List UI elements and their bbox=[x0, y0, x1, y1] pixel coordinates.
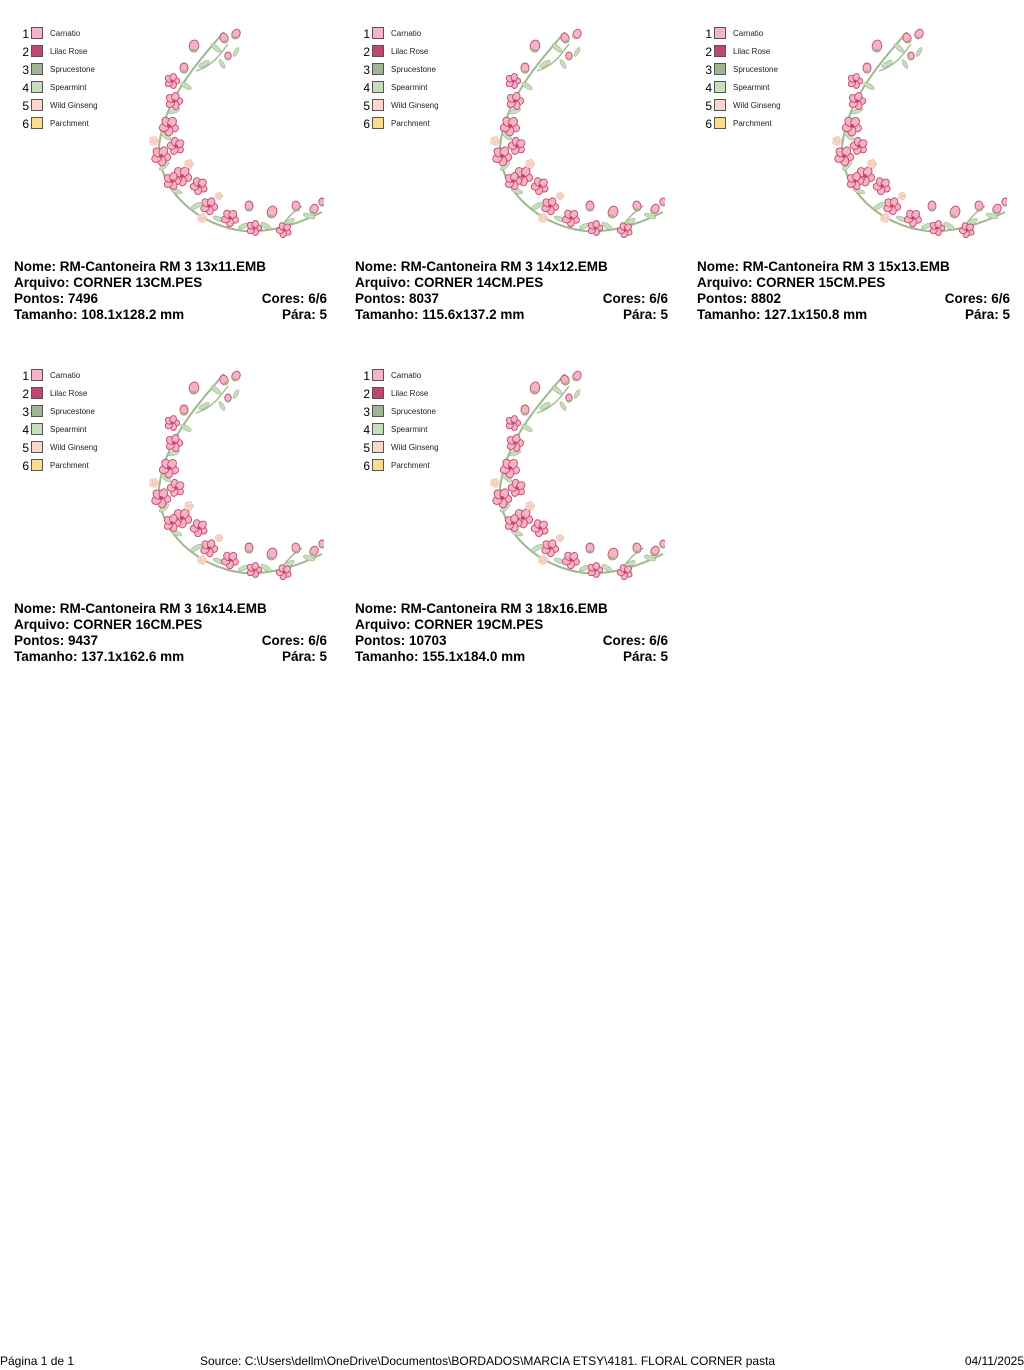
bud-motif bbox=[180, 63, 188, 73]
flower-motif bbox=[587, 562, 603, 579]
color-swatch bbox=[372, 459, 384, 471]
color-count: Cores: 6/6 bbox=[944, 291, 1010, 306]
design-file: Arquivo: CORNER 15CM.PES bbox=[697, 275, 886, 290]
blossom-motif bbox=[833, 136, 842, 145]
legend-number: 5 bbox=[22, 99, 29, 113]
leaf-motif bbox=[893, 42, 905, 53]
thread-name: Sprucestone bbox=[391, 65, 436, 74]
thread-name: Carnatio bbox=[50, 29, 81, 38]
thread-name: Wild Ginseng bbox=[391, 443, 439, 452]
legend-number: 3 bbox=[705, 63, 712, 77]
legend-number: 1 bbox=[22, 27, 29, 41]
bud-motif bbox=[225, 52, 231, 60]
color-swatch bbox=[372, 441, 384, 453]
design-name: Nome: RM-Cantoneira RM 3 16x14.EMB bbox=[14, 601, 267, 616]
bud-motif bbox=[632, 200, 642, 211]
leaf-motif bbox=[915, 47, 923, 58]
flower-motif bbox=[164, 73, 180, 90]
legend-number: 1 bbox=[705, 27, 712, 41]
blossom-motif bbox=[150, 136, 159, 145]
blossom-motif bbox=[216, 534, 223, 541]
blossom-motif bbox=[881, 213, 890, 222]
bud-motif bbox=[586, 543, 594, 553]
color-swatch bbox=[372, 27, 384, 39]
color-swatch bbox=[31, 423, 43, 435]
stop-count: Pára: 5 bbox=[964, 307, 1010, 322]
bud-motif bbox=[560, 374, 571, 386]
legend-number: 2 bbox=[705, 45, 712, 59]
legend-number: 1 bbox=[363, 27, 370, 41]
thread-name: Sprucestone bbox=[733, 65, 778, 74]
bud-motif bbox=[188, 39, 200, 53]
bud-motif bbox=[928, 201, 936, 211]
thread-name: Carnatio bbox=[391, 29, 422, 38]
design-size: Tamanho: 115.6x137.2 mm bbox=[355, 307, 525, 322]
design-info bbox=[355, 259, 668, 323]
design-name: Nome: RM-Cantoneira RM 3 15x13.EMB bbox=[697, 259, 950, 274]
flower-motif bbox=[164, 415, 180, 432]
legend-number: 4 bbox=[363, 81, 370, 95]
thread-name: Lilac Rose bbox=[733, 47, 771, 56]
flower-motif bbox=[506, 92, 524, 111]
bud-motif bbox=[291, 542, 301, 553]
stitch-count: Pontos: 7496 bbox=[14, 291, 99, 306]
leaf-motif bbox=[232, 47, 240, 58]
color-swatch bbox=[31, 99, 43, 111]
bud-motif bbox=[245, 201, 253, 211]
thread-name: Spearmint bbox=[50, 425, 87, 434]
thread-name: Spearmint bbox=[391, 425, 428, 434]
flower-motif bbox=[587, 220, 603, 237]
bud-motif bbox=[219, 374, 230, 386]
bud-motif bbox=[265, 205, 278, 220]
bud-motif bbox=[188, 381, 200, 395]
leaf-motif bbox=[573, 389, 581, 400]
blossom-motif bbox=[868, 159, 877, 168]
legend-number: 3 bbox=[22, 63, 29, 77]
embroidery-design-preview bbox=[124, 368, 324, 590]
color-count: Cores: 6/6 bbox=[261, 633, 327, 648]
thread-name: Lilac Rose bbox=[391, 47, 429, 56]
blossom-motif bbox=[539, 213, 548, 222]
thread-name: Sprucestone bbox=[50, 65, 95, 74]
stitch-count: Pontos: 9437 bbox=[14, 633, 99, 648]
bud-motif bbox=[529, 39, 541, 53]
flower-motif bbox=[246, 562, 262, 579]
thread-name: Carnatio bbox=[391, 371, 422, 380]
blossom-motif bbox=[557, 534, 564, 541]
legend-number: 6 bbox=[22, 117, 29, 131]
color-swatch bbox=[372, 81, 384, 93]
thread-name: Parchment bbox=[733, 119, 772, 128]
legend-number: 1 bbox=[363, 369, 370, 383]
legend-number: 6 bbox=[705, 117, 712, 131]
thread-name: Lilac Rose bbox=[50, 389, 88, 398]
color-swatch bbox=[714, 45, 726, 57]
embroidery-design-preview bbox=[465, 26, 665, 248]
color-swatch bbox=[372, 423, 384, 435]
color-count: Cores: 6/6 bbox=[261, 291, 327, 306]
thread-name: Parchment bbox=[50, 119, 89, 128]
color-swatch bbox=[31, 369, 43, 381]
blossom-motif bbox=[491, 478, 500, 487]
color-swatch bbox=[372, 45, 384, 57]
leaf-motif bbox=[901, 59, 909, 70]
bud-motif bbox=[230, 28, 242, 41]
thread-name: Sprucestone bbox=[391, 407, 436, 416]
legend-number: 5 bbox=[363, 441, 370, 455]
thread-name: Carnatio bbox=[733, 29, 764, 38]
leaf-motif bbox=[573, 47, 581, 58]
blossom-motif bbox=[185, 501, 194, 510]
leaf-motif bbox=[559, 401, 567, 412]
flower-motif bbox=[506, 434, 524, 453]
flower-motif bbox=[847, 73, 863, 90]
bud-motif bbox=[571, 28, 583, 41]
blossom-motif bbox=[491, 136, 500, 145]
bud-motif bbox=[948, 205, 961, 220]
leaf-motif bbox=[232, 389, 240, 400]
legend-number: 3 bbox=[22, 405, 29, 419]
thread-name: Wild Ginseng bbox=[50, 101, 98, 110]
design-name: Nome: RM-Cantoneira RM 3 13x11.EMB bbox=[14, 259, 267, 274]
flower-motif bbox=[848, 92, 866, 111]
color-count: Cores: 6/6 bbox=[602, 291, 668, 306]
color-swatch bbox=[31, 45, 43, 57]
legend-number: 3 bbox=[363, 63, 370, 77]
bud-motif bbox=[219, 32, 230, 44]
bud-motif bbox=[265, 547, 278, 562]
design-card bbox=[355, 368, 673, 678]
embroidery-design-preview bbox=[465, 368, 665, 590]
source-path: Source: C:\Users\dellm\OneDrive\Documentos\BORDADOS\MARCIA ETSY\4181. FLORAL CORNER pasta bbox=[200, 1354, 776, 1368]
color-swatch bbox=[714, 63, 726, 75]
blossom-motif bbox=[539, 555, 548, 564]
design-size: Tamanho: 108.1x128.2 mm bbox=[14, 307, 185, 322]
flower-motif bbox=[246, 220, 262, 237]
bud-motif bbox=[902, 32, 913, 44]
flower-motif bbox=[505, 73, 521, 90]
bud-motif bbox=[319, 540, 324, 548]
bud-motif bbox=[606, 547, 619, 562]
stitch-count: Pontos: 8037 bbox=[355, 291, 440, 306]
leaf-motif bbox=[218, 59, 226, 70]
thread-name: Sprucestone bbox=[50, 407, 95, 416]
bud-motif bbox=[863, 63, 871, 73]
legend-number: 5 bbox=[363, 99, 370, 113]
color-swatch bbox=[372, 369, 384, 381]
color-swatch bbox=[372, 63, 384, 75]
bud-motif bbox=[566, 52, 572, 60]
leaf-motif bbox=[551, 384, 563, 395]
color-swatch bbox=[31, 441, 43, 453]
design-file: Arquivo: CORNER 19CM.PES bbox=[355, 617, 544, 632]
leaf-motif bbox=[218, 401, 226, 412]
legend-number: 4 bbox=[22, 81, 29, 95]
embroidery-design-preview bbox=[124, 26, 324, 248]
color-swatch bbox=[31, 459, 43, 471]
color-swatch bbox=[31, 387, 43, 399]
design-info bbox=[14, 601, 327, 665]
legend-number: 6 bbox=[22, 459, 29, 473]
stop-count: Pára: 5 bbox=[622, 649, 668, 664]
flower-motif bbox=[497, 112, 523, 139]
legend-number: 4 bbox=[22, 423, 29, 437]
bud-motif bbox=[632, 542, 642, 553]
thread-name: Parchment bbox=[50, 461, 89, 470]
bud-motif bbox=[974, 200, 984, 211]
legend-number: 1 bbox=[22, 369, 29, 383]
leaf-motif bbox=[551, 42, 563, 53]
design-name: Nome: RM-Cantoneira RM 3 18x16.EMB bbox=[355, 601, 608, 616]
legend-number: 5 bbox=[705, 99, 712, 113]
flower-motif bbox=[165, 434, 183, 453]
design-size: Tamanho: 127.1x150.8 mm bbox=[697, 307, 868, 322]
bud-motif bbox=[180, 405, 188, 415]
legend-number: 4 bbox=[363, 423, 370, 437]
thread-name: Spearmint bbox=[391, 83, 428, 92]
thread-name: Wild Ginseng bbox=[733, 101, 781, 110]
color-swatch bbox=[31, 63, 43, 75]
color-count: Cores: 6/6 bbox=[602, 633, 668, 648]
bud-motif bbox=[245, 543, 253, 553]
blossom-motif bbox=[150, 478, 159, 487]
legend-number: 2 bbox=[22, 387, 29, 401]
legend-number: 5 bbox=[22, 441, 29, 455]
bud-motif bbox=[319, 198, 324, 206]
thread-name: Carnatio bbox=[50, 371, 81, 380]
legend-number: 6 bbox=[363, 117, 370, 131]
bud-motif bbox=[291, 200, 301, 211]
stitch-count: Pontos: 10703 bbox=[355, 633, 447, 648]
color-swatch bbox=[714, 81, 726, 93]
leaf-motif bbox=[210, 384, 222, 395]
thread-name: Lilac Rose bbox=[50, 47, 88, 56]
legend-number: 2 bbox=[363, 45, 370, 59]
design-card bbox=[355, 26, 673, 336]
flower-motif bbox=[839, 112, 865, 139]
color-swatch bbox=[372, 387, 384, 399]
color-swatch bbox=[31, 81, 43, 93]
bud-motif bbox=[660, 198, 665, 206]
legend-number: 3 bbox=[363, 405, 370, 419]
bud-motif bbox=[913, 28, 925, 41]
leaf-motif bbox=[873, 201, 886, 211]
design-info bbox=[14, 259, 327, 323]
design-info bbox=[697, 259, 1010, 323]
flower-motif bbox=[929, 220, 945, 237]
blossom-motif bbox=[557, 192, 564, 199]
blossom-motif bbox=[899, 192, 906, 199]
flower-motif bbox=[497, 454, 523, 481]
bud-motif bbox=[871, 39, 883, 53]
stop-count: Pára: 5 bbox=[281, 307, 327, 322]
design-size: Tamanho: 155.1x184.0 mm bbox=[355, 649, 526, 664]
legend-number: 2 bbox=[22, 45, 29, 59]
leaf-motif bbox=[210, 42, 222, 53]
color-swatch bbox=[372, 405, 384, 417]
color-swatch bbox=[714, 117, 726, 129]
design-card bbox=[14, 368, 332, 678]
design-file: Arquivo: CORNER 14CM.PES bbox=[355, 275, 544, 290]
flower-motif bbox=[156, 112, 182, 139]
design-name: Nome: RM-Cantoneira RM 3 14x12.EMB bbox=[355, 259, 608, 274]
bud-motif bbox=[225, 394, 231, 402]
leaf-motif bbox=[531, 201, 544, 211]
design-card bbox=[14, 26, 332, 336]
color-swatch bbox=[714, 27, 726, 39]
bud-motif bbox=[521, 63, 529, 73]
blossom-motif bbox=[526, 159, 535, 168]
design-info bbox=[355, 601, 668, 665]
legend-number: 4 bbox=[705, 81, 712, 95]
bud-motif bbox=[521, 405, 529, 415]
blossom-motif bbox=[198, 213, 207, 222]
thread-name: Wild Ginseng bbox=[50, 443, 98, 452]
blossom-motif bbox=[216, 192, 223, 199]
embroidery-design-preview bbox=[807, 26, 1007, 248]
design-card bbox=[697, 26, 1015, 336]
bud-motif bbox=[230, 370, 242, 383]
legend-number: 6 bbox=[363, 459, 370, 473]
legend-number: 2 bbox=[363, 387, 370, 401]
stop-count: Pára: 5 bbox=[622, 307, 668, 322]
bud-motif bbox=[908, 52, 914, 60]
thread-name: Parchment bbox=[391, 461, 430, 470]
color-swatch bbox=[372, 99, 384, 111]
bud-motif bbox=[571, 370, 583, 383]
blossom-motif bbox=[526, 501, 535, 510]
color-swatch bbox=[31, 405, 43, 417]
bud-motif bbox=[529, 381, 541, 395]
leaf-motif bbox=[559, 59, 567, 70]
thread-name: Wild Ginseng bbox=[391, 101, 439, 110]
stop-count: Pára: 5 bbox=[281, 649, 327, 664]
leaf-motif bbox=[190, 201, 203, 211]
design-file: Arquivo: CORNER 16CM.PES bbox=[14, 617, 203, 632]
color-swatch bbox=[31, 117, 43, 129]
bud-motif bbox=[560, 32, 571, 44]
bud-motif bbox=[606, 205, 619, 220]
design-size: Tamanho: 137.1x162.6 mm bbox=[14, 649, 185, 664]
design-file: Arquivo: CORNER 13CM.PES bbox=[14, 275, 203, 290]
thread-name: Parchment bbox=[391, 119, 430, 128]
bud-motif bbox=[660, 540, 665, 548]
bud-motif bbox=[586, 201, 594, 211]
thread-name: Lilac Rose bbox=[391, 389, 429, 398]
leaf-motif bbox=[531, 543, 544, 553]
blossom-motif bbox=[185, 159, 194, 168]
thread-name: Spearmint bbox=[733, 83, 770, 92]
stitch-count: Pontos: 8802 bbox=[697, 291, 782, 306]
flower-motif bbox=[156, 454, 182, 481]
thread-name: Spearmint bbox=[50, 83, 87, 92]
bud-motif bbox=[566, 394, 572, 402]
color-swatch bbox=[714, 99, 726, 111]
blossom-motif bbox=[198, 555, 207, 564]
bud-motif bbox=[1002, 198, 1007, 206]
color-swatch bbox=[31, 27, 43, 39]
flower-motif bbox=[165, 92, 183, 111]
print-date: 04/11/2025 bbox=[964, 1354, 1024, 1368]
color-swatch bbox=[372, 117, 384, 129]
page-number: Página 1 de 1 bbox=[0, 1354, 75, 1368]
leaf-motif bbox=[190, 543, 203, 553]
flower-motif bbox=[505, 415, 521, 432]
